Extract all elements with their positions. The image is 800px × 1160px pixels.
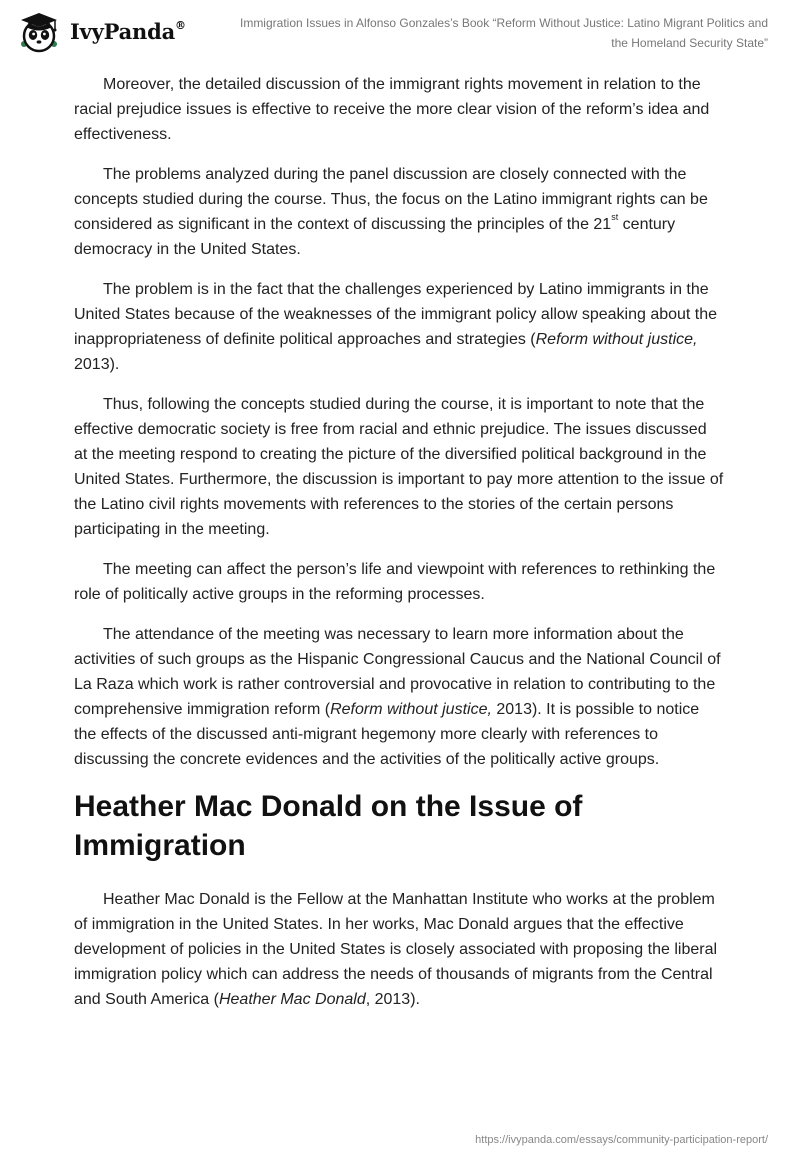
brand-name bbox=[70, 19, 186, 44]
paragraph-4: Thus, following the concepts studied during the course, it is important to note that the effective democratic society is free from racial and ethnic prejudice. The issues discussed at the meeting respond to creating the picture of the diversified political background in the United States. Furthermore, the discussion is important to pay more attention to the issue of the Latino civil rights movements with references to the stories of the certain persons participating in the meeting. bbox=[74, 396, 724, 538]
paragraph-3-text-a: The problem is in the fact that the challenges experienced by Latino immigrants in the United States because of the weaknesses of the immigrant policy allow speaking about the inappropriateness of definite political approaches and strategies ( bbox=[74, 281, 718, 348]
document-title-line-2: the Homeland Security State” bbox=[611, 36, 768, 50]
registered-mark: ® bbox=[175, 18, 186, 32]
paragraph-5: The meeting can affect the person’s life and viewpoint with references to rethinking the role of politically active groups in the reforming processes. bbox=[74, 561, 716, 603]
paragraph-2 bbox=[74, 162, 724, 262]
paragraph-2-text-a: The problems analyzed during the panel discussion are closely connected with the concepts studied during the course. Thus, the focus on the Latino immigrant rights can be considered as significant in the context of discussing the principles of the 21 bbox=[74, 166, 708, 233]
source-url-link[interactable]: https://ivypanda.com/essays/community-participation-report/ bbox=[475, 1134, 768, 1146]
paragraph-7 bbox=[74, 887, 724, 1012]
brand-logo-link[interactable] bbox=[14, 8, 186, 54]
paragraph-6 bbox=[74, 622, 724, 772]
paragraph-6-text-a: The attendance of the meeting was necessary to learn more information about the activities of such groups as the Hispanic Congressional Caucus and the National Council of La Raza which work is rather controversial and provocative in relation to contributing to the comprehensive immigration reform ( bbox=[74, 626, 721, 718]
page-header bbox=[0, 0, 800, 60]
essay-body bbox=[74, 72, 724, 1027]
document-title bbox=[208, 13, 768, 53]
citation-heather-mac-donald: Heather Mac Donald bbox=[218, 991, 366, 1008]
paragraph-3-text-b: 2013). bbox=[74, 356, 120, 373]
panda-graduate-icon bbox=[14, 8, 64, 54]
paragraph-6-text-b: 2013). It is possible to notice the effects of the discussed anti-migrant hegemony more clearly with references to discussing the concrete evidences and the activities of the politically active groups. bbox=[74, 701, 700, 768]
brand-name-text: IvyPanda bbox=[70, 18, 176, 44]
section-heading: Heather Mac Donald on the Issue of Immigration bbox=[74, 790, 583, 862]
document-title-line-1: Immigration Issues in Alfonso Gonzales’s Book “Reform Without Justice: Latino Migrant Politics and bbox=[239, 16, 768, 30]
paragraph-7-text-a: Heather Mac Donald is the Fellow at the Manhattan Institute who works at the problem of immigration in the United States. In her works, Mac Donald argues that the effective development of policies in the United States is closely associated with proposing the liberal immigration policy which can address the needs of thousands of migrants from the Central and South America ( bbox=[74, 891, 718, 1008]
paragraph-7-text-b: , 2013). bbox=[365, 991, 420, 1008]
paragraph-2-text-b: century democracy in the United States. bbox=[74, 216, 676, 258]
paragraph-3 bbox=[74, 277, 724, 377]
citation-reform-without-justice: Reform without justice, bbox=[535, 331, 698, 348]
citation-reform-without-justice-2: Reform without justice, bbox=[330, 701, 492, 718]
ordinal-suffix: st bbox=[611, 211, 619, 222]
paragraph-1: Moreover, the detailed discussion of the immigrant rights movement in relation to the racial prejudice issues is effective to receive the more clear vision of the reform’s idea and effectiveness. bbox=[74, 76, 710, 143]
